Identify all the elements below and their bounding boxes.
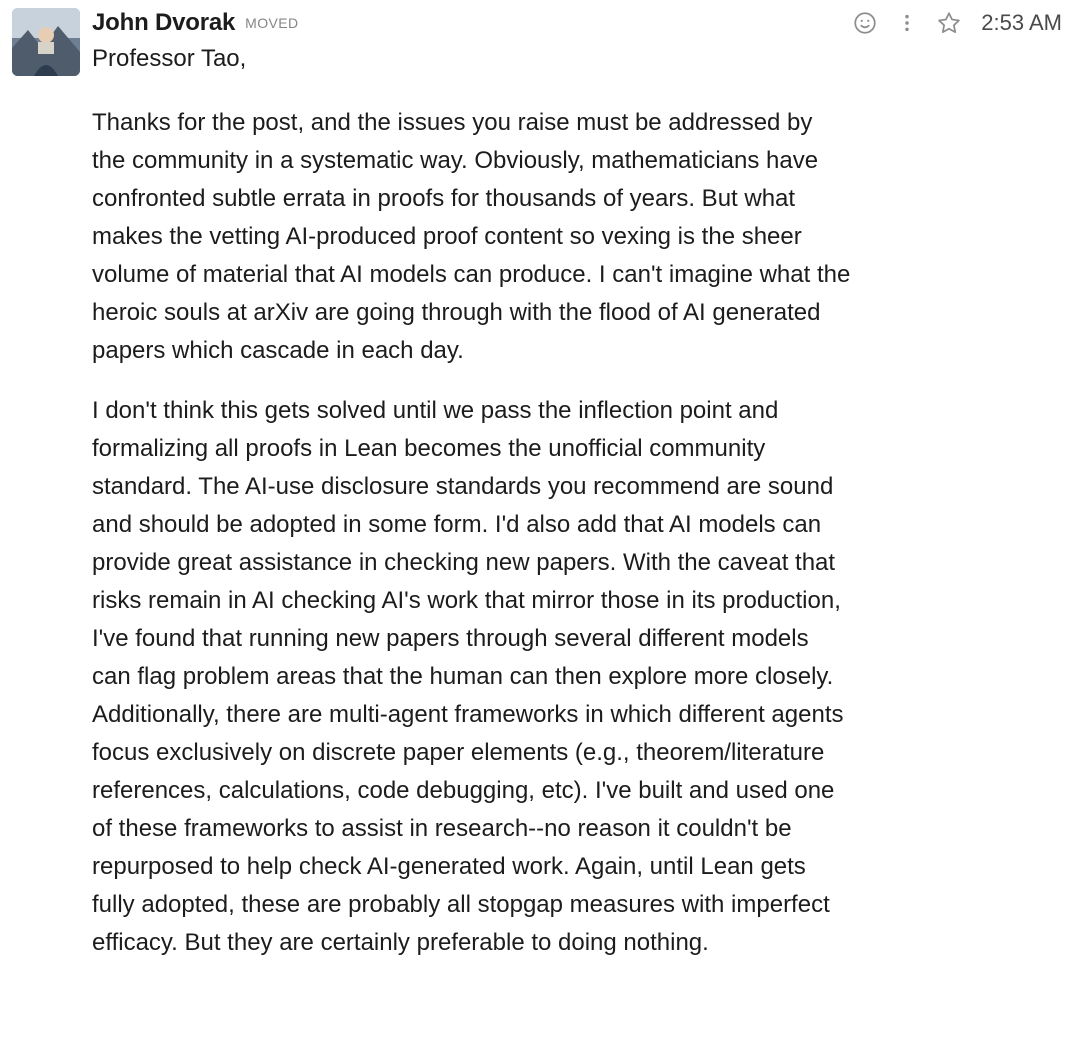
- message-author[interactable]: John Dvorak: [92, 9, 236, 36]
- avatar[interactable]: [12, 8, 80, 76]
- star-icon[interactable]: [935, 9, 963, 37]
- message-body: [92, 40, 852, 962]
- message-timestamp[interactable]: 2:53 AM: [981, 10, 1062, 35]
- more-actions-icon[interactable]: [893, 9, 921, 37]
- avatar-photo-icon: [12, 8, 80, 76]
- message-paragraph: Thanks for the post, and the issues you raise must be addressed by the community in a systematic way. Obviously, mathematicians have confronted subtle errata in proofs for thousands of years. But what makes the vetting AI-produced proof content so vexing is the sheer volume of material that AI models can produce. I can't imagine what the heroic souls at arXiv are going through with the flood of AI generated papers which cascade in each day.: [92, 109, 851, 364]
- emoji-reaction-icon[interactable]: [851, 9, 879, 37]
- status-badge: MOVED: [245, 15, 299, 31]
- message-actions: [851, 6, 1062, 40]
- message-paragraph: I don't think this gets solved until we pass the inflection point and formalizing all proofs in Lean becomes the unofficial community standard. The AI-use disclosure standards you recommend are sound and should be adopted in some form. I'd also add that AI models can provide great assistance in checking new papers. With the caveat that risks remain in AI checking AI's work that mirror those in its production, I've found that running new papers through several different models can flag problem areas that the human can then explore more closely. Additionally, there are multi-agent frameworks in which different agents focus exclusively on discrete paper elements (e.g., theorem/literature references, calculations, code debugging, etc). I've built and used one of these frameworks to assist in research--no reason it couldn't be repurposed to help check AI-generated work. Again, until Lean gets fully adopted, these are probably all stopgap measures with imperfect efficacy. But they are certainly preferable to doing nothing.: [92, 397, 844, 956]
- message-paragraph: Professor Tao,: [92, 45, 247, 72]
